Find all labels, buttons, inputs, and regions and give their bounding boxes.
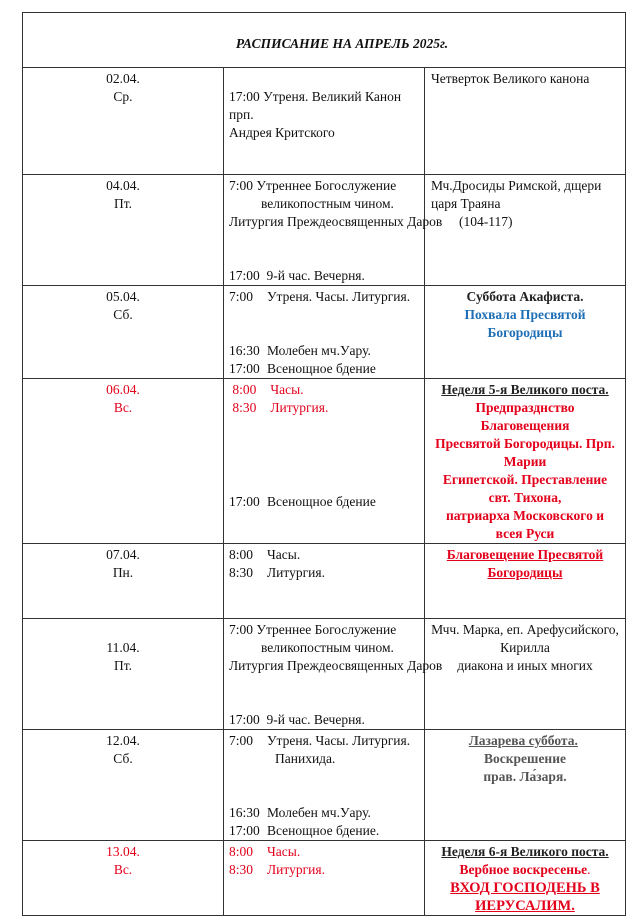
day-of-week: Пт. bbox=[113, 658, 132, 673]
feast-title: Неделя 5-я Великого поста. bbox=[441, 382, 609, 397]
service-line: Панихида. bbox=[275, 751, 336, 766]
feast-cell bbox=[425, 730, 626, 841]
services-cell bbox=[224, 730, 425, 841]
schedule-page bbox=[22, 12, 626, 916]
feast-cell bbox=[425, 841, 626, 916]
services-cell bbox=[224, 286, 425, 379]
feast-cell bbox=[425, 286, 626, 379]
table-row bbox=[23, 619, 626, 730]
service-line: 8:30 Литургия. bbox=[229, 862, 325, 877]
day-of-week: Пн. bbox=[112, 565, 134, 580]
day-of-week: Ср. bbox=[113, 89, 133, 104]
services-cell bbox=[224, 175, 443, 286]
services-cell bbox=[224, 841, 425, 916]
service-line: 17:00 Всенощное бдение bbox=[229, 361, 376, 376]
feast-punctuation: . bbox=[587, 862, 591, 877]
service-line: 8:30 Литургия. bbox=[232, 400, 329, 415]
feast-text: Четверток Великого канона bbox=[431, 71, 590, 86]
page-title: РАСПИСАНИЕ НА АПРЕЛЬ 2025г. bbox=[235, 36, 449, 51]
feast-cell bbox=[425, 175, 626, 286]
feast-subtitle: Похвала Пресвятой Богородицы bbox=[464, 307, 586, 340]
feast-cell bbox=[425, 379, 626, 544]
date: 05.04. bbox=[106, 289, 140, 304]
feast-text: Воскрешение bbox=[484, 751, 566, 766]
feast-title: Благовещение Пресвятой Богородицы bbox=[446, 547, 604, 580]
table-row bbox=[23, 379, 626, 544]
date: 12.04. bbox=[106, 733, 140, 748]
service-line: 17:00 Всенощное бдение bbox=[229, 494, 376, 509]
service-line: 16:30 Молебен мч.Уару. bbox=[229, 343, 371, 358]
service-line: 8:30 Литургия. bbox=[229, 565, 325, 580]
feast-line: Египетской. Преставление свт. Тихона, bbox=[442, 472, 608, 505]
services-cell bbox=[224, 68, 425, 175]
table-row bbox=[23, 730, 626, 841]
table-row bbox=[23, 68, 626, 175]
date-cell bbox=[23, 379, 224, 544]
service-line: великопостным чином. bbox=[261, 196, 394, 211]
service-line: 17:00 9-й час. Вечерня. bbox=[229, 712, 365, 727]
day-of-week: Вс. bbox=[113, 862, 133, 877]
service-line: великопостным чином. bbox=[261, 640, 394, 655]
date-cell bbox=[23, 619, 224, 730]
date: 02.04. bbox=[106, 71, 140, 86]
day-of-week: Вс. bbox=[113, 400, 133, 415]
feast-subtitle: Вербное воскресенье bbox=[459, 862, 588, 877]
service-line: 8:00 Часы. bbox=[229, 844, 301, 859]
service-line: 8:00 Часы. bbox=[229, 547, 301, 562]
date-cell bbox=[23, 175, 224, 286]
feast-line: Пресвятой Богородицы. Прп. Марии bbox=[435, 436, 615, 469]
service-line: Андрея Критского bbox=[229, 125, 335, 140]
service-line: 7:00 Утреннее Богослужение bbox=[229, 622, 397, 637]
table-row bbox=[23, 544, 626, 619]
service-line: 16:30 Молебен мч.Уару. bbox=[229, 805, 371, 820]
date-cell bbox=[23, 730, 224, 841]
schedule-table bbox=[22, 12, 626, 916]
service-line: 8:00 Часы. bbox=[232, 382, 304, 397]
title-row bbox=[23, 13, 626, 68]
day-of-week: Сб. bbox=[113, 751, 133, 766]
date: 06.04. bbox=[106, 382, 140, 397]
service-line: 7:00 Утреннее Богослужение bbox=[229, 178, 397, 193]
feast-title: Лазарева суббота. bbox=[468, 733, 578, 748]
services-cell bbox=[224, 619, 443, 730]
feast-text: Мчч. Марка, еп. Арефусийского, Кирилла bbox=[431, 622, 619, 655]
date-cell bbox=[23, 68, 224, 175]
service-line: 17:00 9-й час. Вечерня. bbox=[229, 268, 365, 283]
feast-line: патриарха Московского и всея Руси bbox=[445, 508, 605, 541]
table-row bbox=[23, 286, 626, 379]
services-cell bbox=[224, 379, 425, 544]
date: 07.04. bbox=[106, 547, 140, 562]
date: 13.04. bbox=[106, 844, 140, 859]
feast-line: Предпразднство Благовещения bbox=[475, 400, 575, 433]
date-cell bbox=[23, 544, 224, 619]
feast-title: Неделя 6-я Великого поста. bbox=[441, 844, 609, 859]
service-line: Литургия Преждеосвященных Даров bbox=[229, 214, 443, 229]
date: 11.04. bbox=[106, 640, 140, 655]
feast-text: Мч.Дросиды Римской, дщери царя Траяна bbox=[431, 178, 602, 211]
feast-text: (104-117) bbox=[459, 214, 513, 229]
feast-text: прав. Ла́заря. bbox=[483, 769, 567, 784]
feast-title: Суббота Акафиста. bbox=[466, 289, 584, 304]
service-line: 17:00 Утреня. Великий Канон прп. bbox=[229, 89, 402, 122]
date-cell bbox=[23, 286, 224, 379]
day-of-week: Сб. bbox=[113, 307, 133, 322]
service-line: 17:00 Всенощное бдение. bbox=[229, 823, 380, 838]
service-line: Литургия Преждеосвященных Даров bbox=[229, 658, 443, 673]
table-row bbox=[23, 175, 626, 286]
date-cell bbox=[23, 841, 224, 916]
feast-cell bbox=[425, 544, 626, 619]
date: 04.04. bbox=[106, 178, 140, 193]
feast-highlight: ВХОД ГОСПОДЕНЬ В ИЕРУСАЛИМ. bbox=[450, 880, 600, 914]
service-line: 7:00 Утреня. Часы. Литургия. bbox=[229, 289, 411, 304]
day-of-week: Пт. bbox=[113, 196, 132, 211]
service-line: 7:00 Утреня. Часы. Литургия. bbox=[229, 733, 411, 748]
feast-cell bbox=[425, 619, 626, 730]
feast-cell bbox=[425, 68, 626, 175]
feast-text: диакона и иных многих bbox=[457, 658, 593, 673]
services-cell bbox=[224, 544, 425, 619]
title-cell bbox=[23, 13, 626, 68]
table-row bbox=[23, 841, 626, 916]
